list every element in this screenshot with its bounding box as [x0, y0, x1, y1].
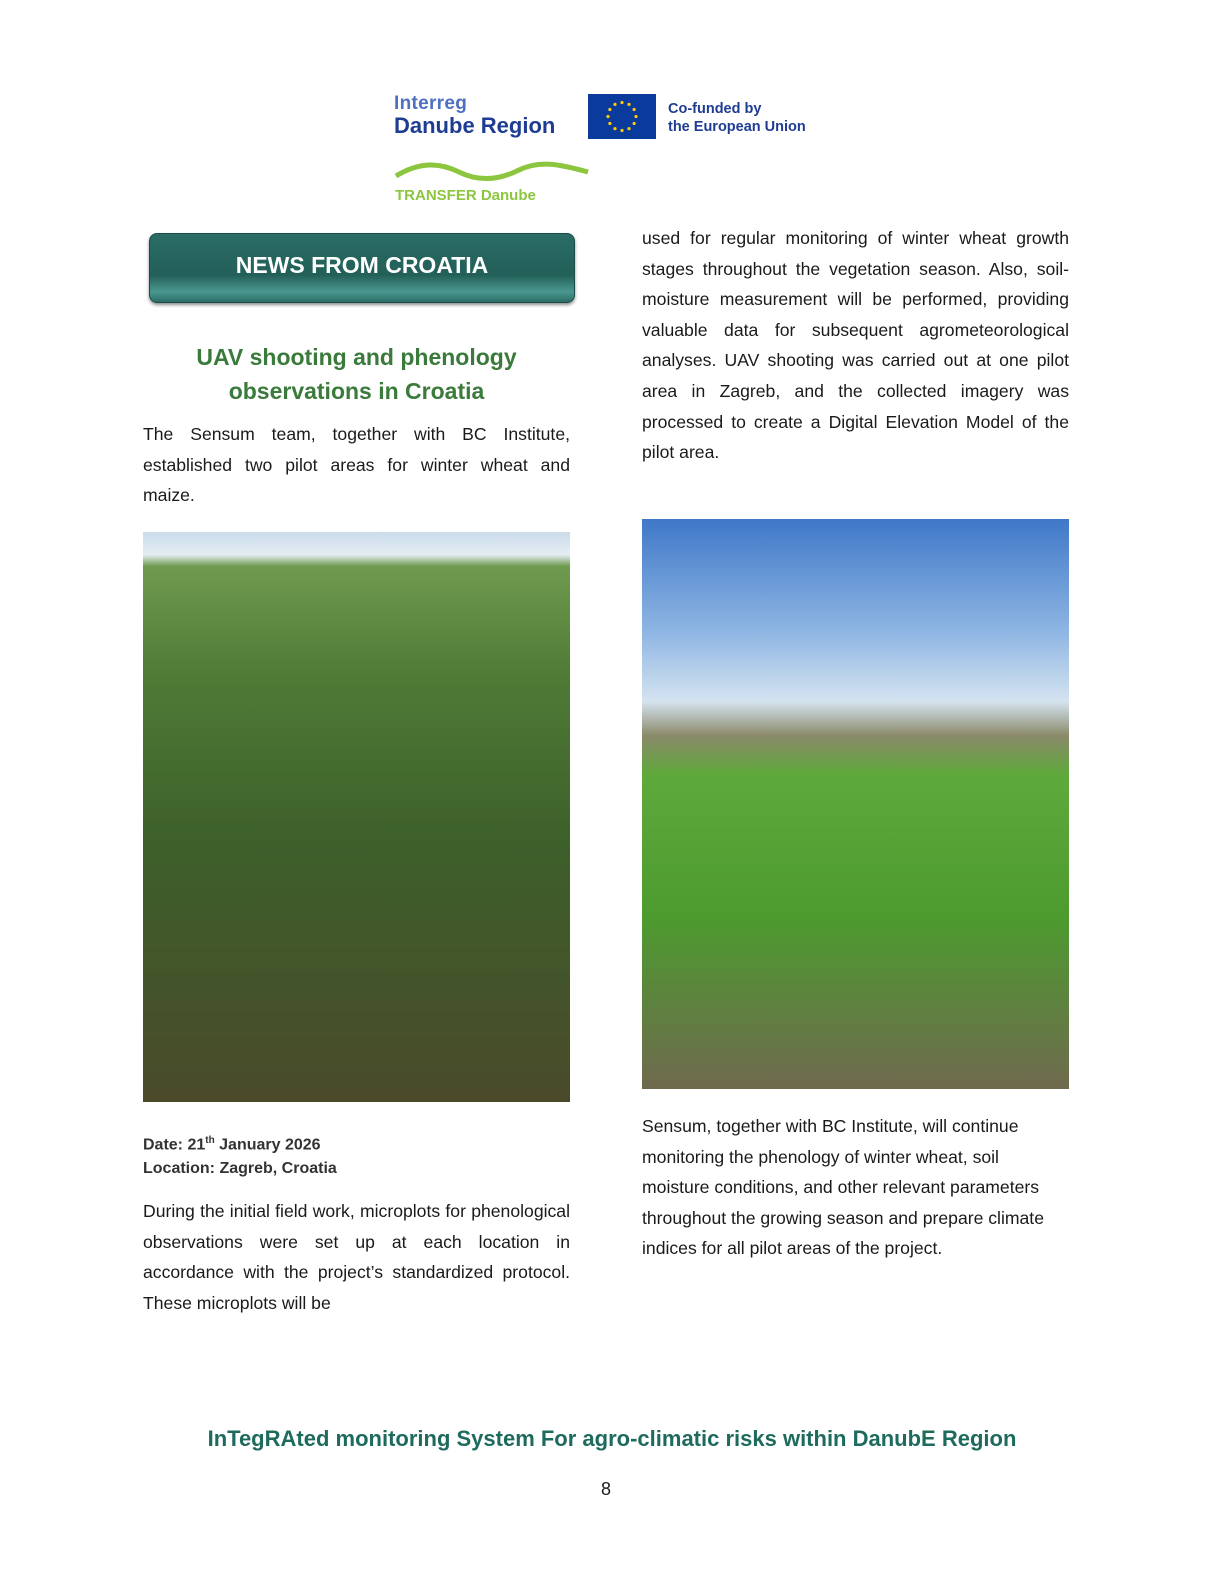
- field-photo-man-crouching: [143, 532, 570, 1102]
- paragraph-fieldwork: During the initial field work, microplots for phenological observations were set up at each location in accordance with the project’s standardized protocol. These microplots will be: [143, 1201, 570, 1313]
- section-banner: NEWS FROM CROATIA: [149, 233, 575, 303]
- intro-paragraph: The Sensum team, together with BC Institute, established two pilot areas for winter wheat and maize.: [143, 424, 570, 506]
- paragraph-continuation: Sensum, together with BC Institute, will continue monitoring the phenology of winter wheat, soil moisture conditions, and other relevant parameters throughout the growing season and prepare climate indices for all pilot areas of the project.: [642, 1116, 1044, 1259]
- eu-star-icon: [613, 127, 616, 130]
- eu-star-icon: [620, 101, 623, 104]
- eu-star-icon: [633, 108, 636, 111]
- eu-star-icon: [627, 103, 630, 106]
- eu-star-icon: [620, 129, 623, 132]
- eu-star-icon: [627, 127, 630, 130]
- location-line: Location: Zagreb, Croatia: [143, 1160, 337, 1178]
- photo-caption: [143, 1129, 337, 1181]
- eu-star-icon: [633, 122, 636, 125]
- field-photo-drone-team: [642, 519, 1069, 1089]
- eu-star-icon: [608, 122, 611, 125]
- cofunded-logo-text: Co-funded by the European Union: [668, 101, 806, 135]
- transfer-danube-logo: TRANSFER Danube: [395, 187, 536, 204]
- transfer-danube-wave-icon: [394, 158, 590, 184]
- eu-star-icon: [613, 103, 616, 106]
- eu-star-icon: [606, 115, 609, 118]
- eu-star-icon: [608, 108, 611, 111]
- date-line: Date: 21th January 2026: [143, 1135, 321, 1154]
- eu-flag-icon: [588, 94, 656, 139]
- page-number: 8: [600, 1479, 611, 1499]
- paragraph-monitoring: used for regular monitoring of winter wheat growth stages throughout the vegetation season. Also, soil-moisture measurement will be performed, providing valuable data for subsequent agrometeorological analyses. UAV shooting was carried out at one pilot area in Zagreb, and the collected imagery was processed to create a Digital Elevation Model of the pilot area.: [642, 228, 1069, 463]
- article-title: UAV shooting and phenology observations in Croatia: [196, 344, 517, 404]
- eu-star-icon: [634, 115, 637, 118]
- footer-tagline: InTegRAted monitoring System For agro-climatic risks within DanubE Region: [207, 1426, 1017, 1451]
- interreg-logo: Interreg Danube Region: [394, 93, 556, 138]
